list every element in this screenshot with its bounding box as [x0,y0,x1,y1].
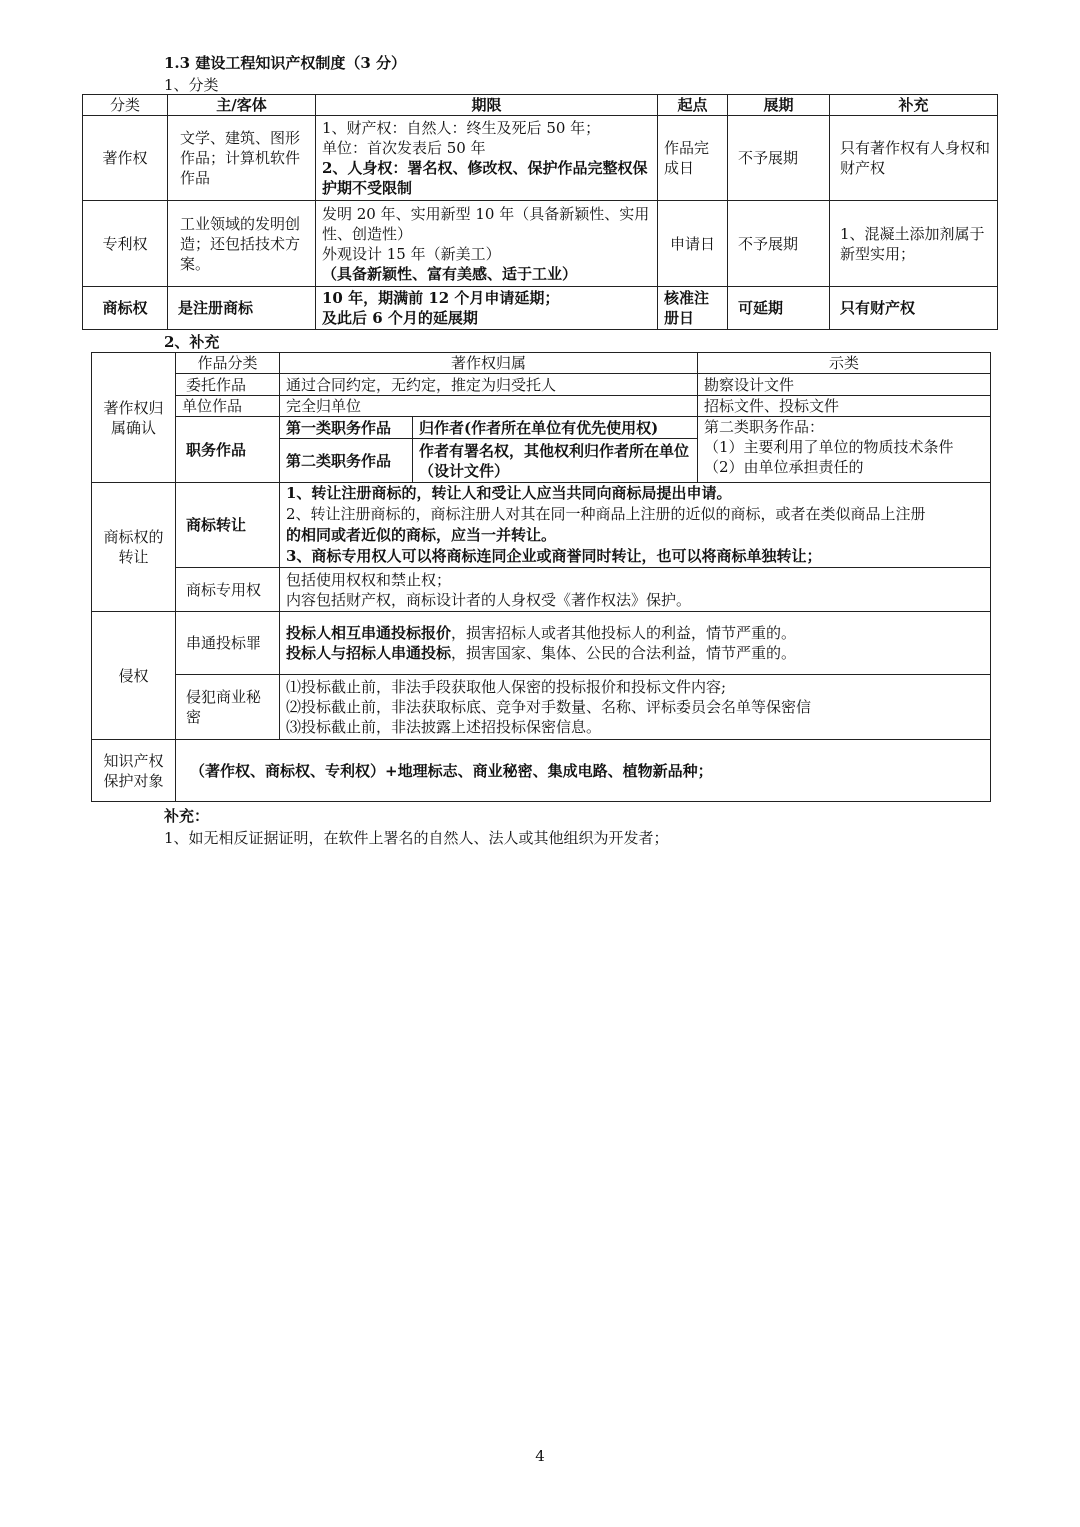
group-copyright-ownership: 著作权归属确认 [92,353,176,483]
content-text: ，损害招标人或者其他投标人的利益，情节严重的。 [451,624,797,642]
category-cell: 著作权 [83,116,168,201]
supplement-line: 1、如无相反证据证明，在软件上署名的自然人、法人或其他组织为开发者； [164,829,669,847]
subject-cell: 工业领域的发明创造；还包括技术方案。 [168,201,316,287]
page-number: 4 [535,1447,545,1465]
table-row [92,568,991,612]
subject-cell: 文学、建筑、图形作品；计算机软件作品 [168,116,316,201]
table-row [92,396,991,417]
header-work-type: 作品分类 [176,353,280,374]
content-emphasis: 投标人与招标人串通投标 [286,644,452,662]
start-cell: 核准注册日 [658,287,728,330]
term-cell [316,201,658,287]
term-line: 10 年，期满前 12 个月申请延期； [322,289,560,307]
term-line: 及此后 6 个月的延展期 [322,309,478,327]
trademark-exclusive-label: 商标专用权 [176,568,280,612]
extension-cell: 不予展期 [728,201,830,287]
content-line: ⑶投标截止前，非法披露上述招投标保密信息。 [286,718,602,736]
group-trademark-transfer: 商标权的转让 [92,483,176,612]
trademark-exclusive-content [280,568,991,612]
category-cell: 商标权 [83,287,168,330]
term-line: 外观设计 15 年（新美工） [322,244,501,263]
start-cell: 作品完成日 [658,116,728,201]
header-note: 补充 [830,95,998,116]
header-category: 分类 [83,95,168,116]
section-title: 1.3 建设工程知识产权制度（3 分） [164,54,406,72]
term-line: 发明 20 年、实用新型 10 年（具备新颖性、实用性、创造性） [322,204,650,243]
term-line: （具备新颖性、富有美感、适于工业） [322,264,578,283]
example-cell [698,417,991,483]
header-extension: 展期 [728,95,830,116]
content-line: ⑴投标截止前，非法手段获取他人保密的投标报价和投标文件内容; [286,678,727,696]
subsection-title-supplement: 2、补充 [164,333,220,351]
content-line: 内容包括财产权，商标设计者的人身权受《著作权法》保护。 [286,590,692,609]
term-cell [316,287,658,330]
note-cell: 1、混凝土添加剂属于新型实用； [830,201,998,287]
work-type-cell: 单位作品 [176,396,280,417]
note-cell: 只有财产权 [830,287,998,330]
content-line: ⑵投标截止前，非法获取标底、竞争对手数量、名称、评标委员会名单等保密信 [286,698,812,716]
ownership-cell: 归作者(作者所在单位有优先使用权) [413,417,698,439]
collusion-label: 串通投标罪 [176,612,280,675]
collusion-content [280,612,991,675]
category-cell: 专利权 [83,201,168,287]
content-line: 的相同或者近似的商标，应当一并转让。 [286,526,557,544]
supplement-title: 补充： [164,807,210,825]
subject-cell: 是注册商标 [168,287,316,330]
work-type-cell: 职务作品 [176,417,280,483]
ownership-cell: 通过合同约定，无约定，推定为归受托人 [280,374,698,396]
content-line: 1、转让注册商标的，转让人和受让人应当共同向商标局提出申请。 [286,484,732,502]
table-row [92,417,991,439]
example-line: 第二类职务作品： [704,418,825,436]
content-line: 3、商标专用权人可以将商标连同企业或商誉同时转让，也可以将商标单独转让； [286,547,822,565]
table-row [92,612,991,675]
work-type-cell: 委托作品 [176,374,280,396]
trade-secret-label: 侵犯商业秘密 [176,675,280,740]
content-line [286,643,984,663]
term-line: 1、财产权：自然人：终生及死后 50 年； [322,119,601,137]
duty-class-cell: 第一类职务作品 [280,417,413,439]
trade-secret-content [280,675,991,740]
header-term: 期限 [316,95,658,116]
trademark-transfer-content [280,483,991,568]
table-row [83,116,998,201]
ip-supplement-table [91,352,991,802]
content-line [286,623,984,643]
duty-class-cell: 第二类职务作品 [280,439,413,483]
start-cell: 申请日 [658,201,728,287]
extension-cell: 不予展期 [728,116,830,201]
content-line: 2、转让注册商标的，商标注册人对其在同一种商品上注册的近似的商标，或者在类似商品上注册 [286,505,926,523]
example-line: （2）由单位承担责任的 [704,458,864,476]
table-row [83,201,998,287]
table-row [92,483,991,568]
table-row [92,353,991,374]
table-row [92,675,991,740]
note-cell: 只有著作权有人身权和财产权 [830,116,998,201]
header-subject: 主/客体 [168,95,316,116]
example-line: （1）主要利用了单位的物质技术条件 [704,438,954,456]
table-row [83,287,998,330]
term-cell [316,116,658,201]
group-protected-objects: 知识产权保护对象 [92,740,176,802]
example-cell: 招标文件、投标文件 [698,396,991,417]
content-text: ，损害国家、集体、公民的合法利益，情节严重的。 [451,644,797,662]
trademark-transfer-label: 商标转让 [176,483,280,568]
content-emphasis: 投标人相互串通投标报价 [286,624,452,642]
table-row [92,740,991,802]
ownership-cell: 完全归单位 [280,396,698,417]
ownership-cell: 作者有署名权，其他权利归作者所在单位（设计文件） [413,439,698,483]
group-infringement: 侵权 [92,612,176,740]
subsection-title-classification: 1、分类 [164,76,219,94]
extension-cell: 可延期 [728,287,830,330]
table-row [92,374,991,396]
content-line: 包括使用权权和禁止权； [286,570,452,589]
example-cell: 勘察设计文件 [698,374,991,396]
term-line: 单位：首次发表后 50 年 [322,139,486,157]
header-start: 起点 [658,95,728,116]
header-example: 示类 [698,353,991,374]
header-ownership: 著作权归属 [280,353,698,374]
table-header-row [83,95,998,116]
protected-objects-content: （著作权、商标权、专利权）+地理标志、商业秘密、集成电路、植物新品种； [176,740,991,802]
ip-classification-table [82,94,998,330]
term-line: 2、人身权：署名权、修改权、保护作品完整权保护期不受限制 [322,159,648,197]
